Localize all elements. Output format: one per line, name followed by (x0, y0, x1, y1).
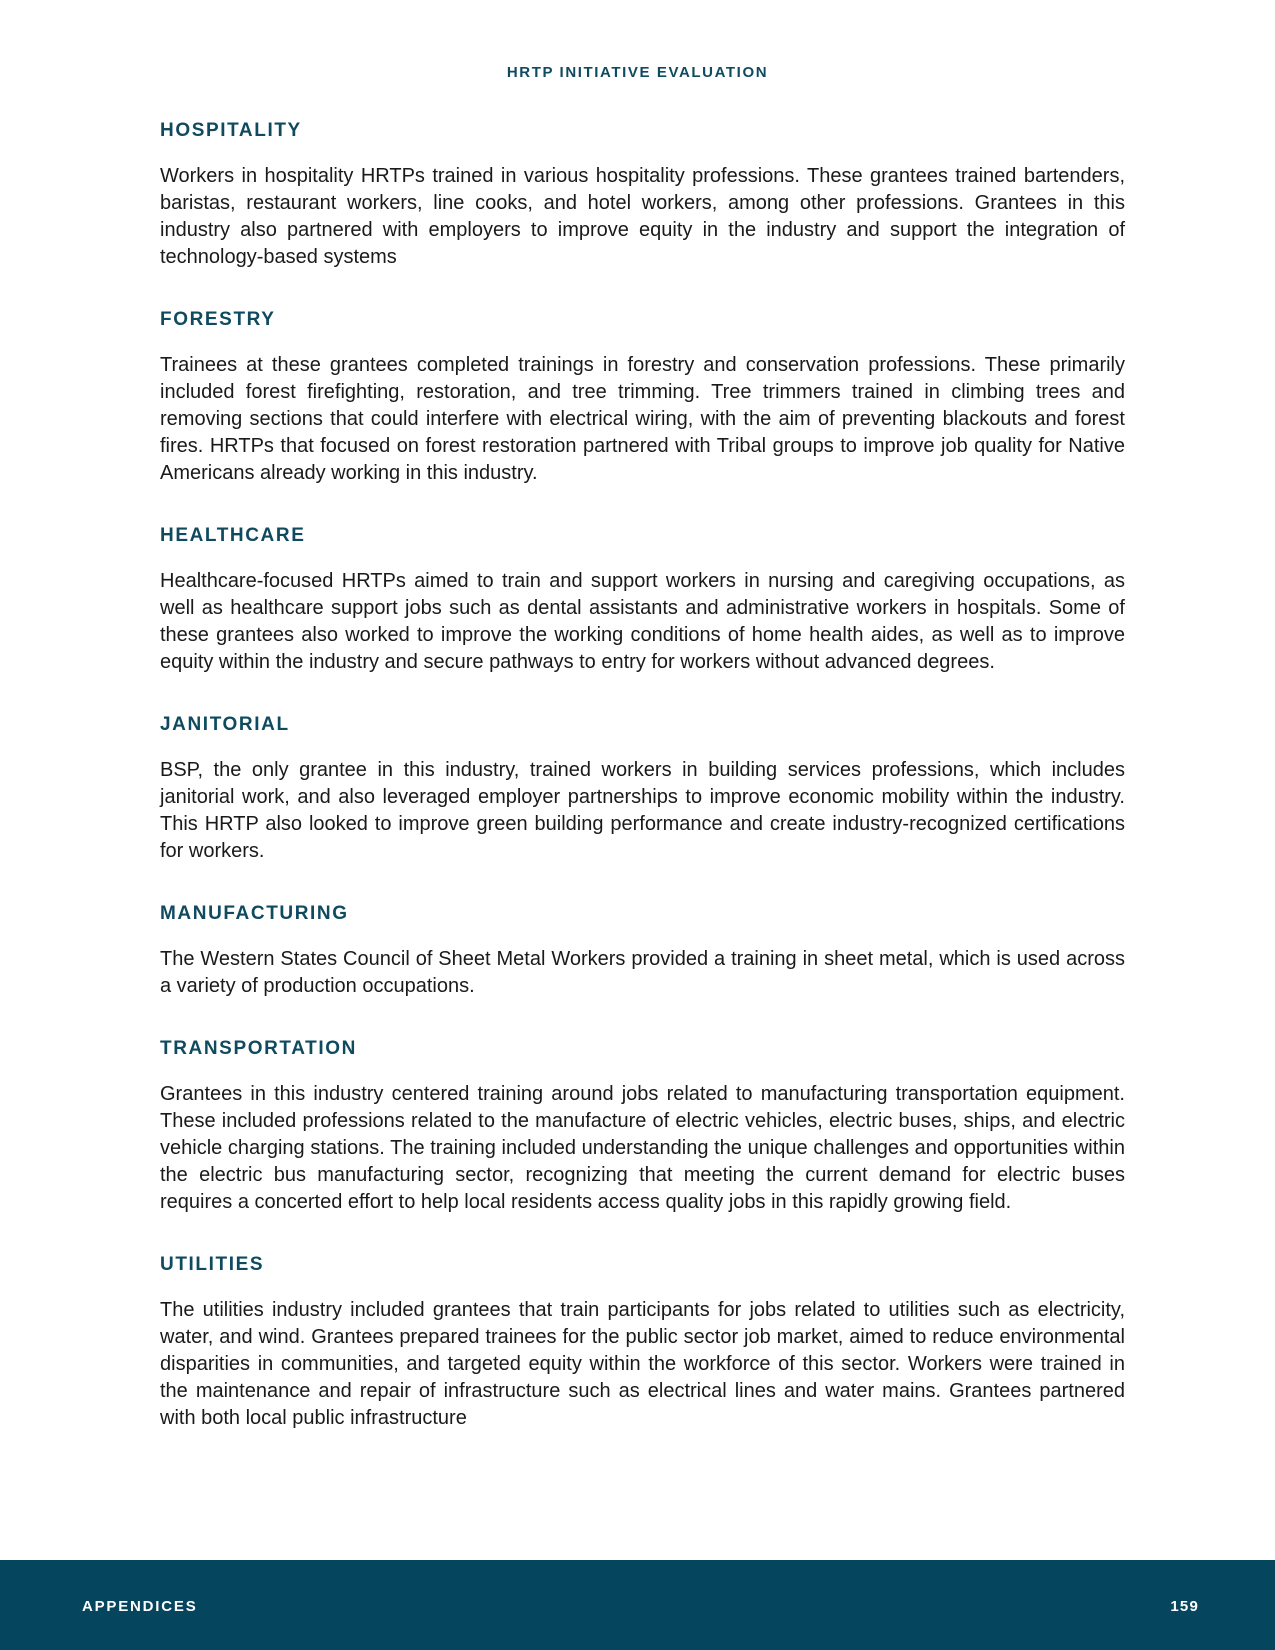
section-heading: UTILITIES (160, 1254, 265, 1275)
section-paragraph: The Western States Council of Sheet Metal Workers provided a training in sheet metal, which is used across a variety of production occupations. (160, 948, 1125, 997)
section-paragraph: Grantees in this industry centered training around jobs related to manufacturing transportation equipment. These included professions related to the manufacture of electric vehicles, electric buses, ships, and electric vehicle charging stations. The training included understanding the unique challenges and opportunities within the electric bus manufacturing sector, recognizing that meeting the current demand for electric buses requires a concerted effort to help local residents access quality jobs in this rapidly growing field. (160, 1083, 1125, 1213)
section-manufacturing (160, 902, 1125, 1000)
section-heading: FORESTRY (160, 309, 276, 330)
section-paragraph: The utilities industry included grantees that train participants for jobs related to utilities such as electricity, water, and wind. Grantees prepared trainees for the public sector job market, aimed to reduce environmental disparities in communities, and targeted equity within the workforce of this sector. Workers were trained in the maintenance and repair of infrastructure such as electrical lines and water mains. Grantees partnered with both local public infrastructure (160, 1299, 1125, 1429)
section-hospitality (160, 119, 1125, 271)
section-heading: MANUFACTURING (160, 903, 349, 924)
section-heading: TRANSPORTATION (160, 1038, 357, 1059)
section-utilities (160, 1253, 1125, 1432)
running-header: HRTP INITIATIVE EVALUATION (506, 64, 769, 81)
section-paragraph: Healthcare-focused HRTPs aimed to train and support workers in nursing and caregiving occupations, as well as healthcare support jobs such as dental assistants and administrative workers in hospitals. Some of these grantees also worked to improve the working conditions of home health aides, as well as to improve equity within the industry and secure pathways to entry for workers without advanced degrees. (160, 570, 1125, 673)
footer-section-label: APPENDICES (82, 1598, 198, 1615)
section-heading: JANITORIAL (160, 714, 290, 735)
page-number: 159 (1170, 1598, 1199, 1615)
section-healthcare (160, 524, 1125, 676)
section-janitorial (160, 713, 1125, 865)
page-footer (0, 1560, 1275, 1650)
section-paragraph: BSP, the only grantee in this industry, trained workers in building services professions, which includes janitorial work, and also leveraged employer partnerships to improve economic mobility within the industry. This HRTP also looked to improve green building performance and create industry-recognized certifications for workers. (160, 759, 1125, 862)
section-heading: HEALTHCARE (160, 525, 306, 546)
document-body (160, 119, 1125, 1469)
section-transportation (160, 1037, 1125, 1216)
section-paragraph: Trainees at these grantees completed trainings in forestry and conservation professions. These primarily included forest firefighting, restoration, and tree trimming. Tree trimmers trained in climbing trees and removing sections that could interfere with electrical wiring, with the aim of preventing blackouts and forest fires. HRTPs that focused on forest restoration partnered with Tribal groups to improve job quality for Native Americans already working in this industry. (160, 354, 1125, 484)
section-paragraph: Workers in hospitality HRTPs trained in various hospitality professions. These grantees trained bartenders, baristas, restaurant workers, line cooks, and hotel workers, among other professions. Grantees in this industry also partnered with employers to improve equity in the industry and support the integration of technology-based systems (160, 165, 1125, 268)
section-heading: HOSPITALITY (160, 120, 302, 141)
section-forestry (160, 308, 1125, 487)
